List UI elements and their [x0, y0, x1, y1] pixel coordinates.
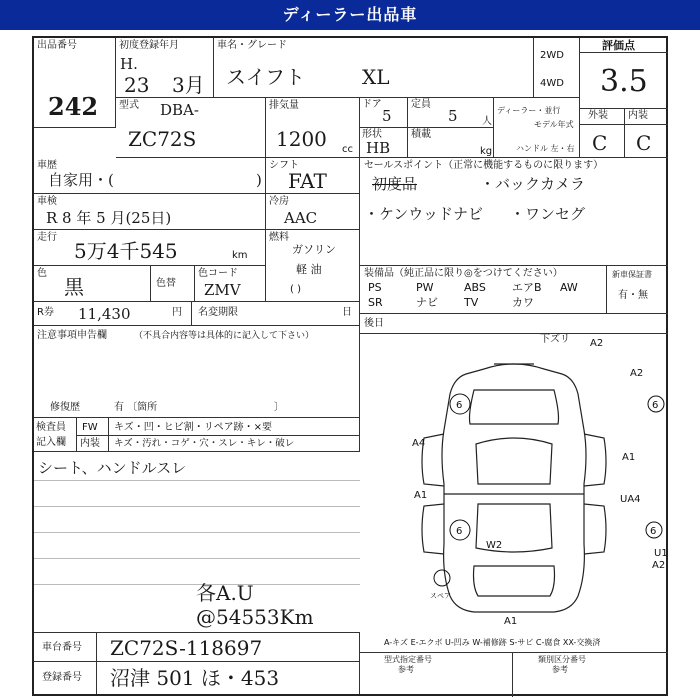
interior-label: 内装 [628, 110, 648, 121]
shift-value: FAT [288, 169, 327, 193]
first-reg-year: 23 [124, 73, 150, 97]
color-code-label: 色コード [198, 268, 238, 279]
model-name: スイフト [226, 65, 305, 89]
sales-points-cell [360, 158, 668, 266]
color-label: 色 [37, 268, 47, 279]
shape-value: HB [366, 139, 391, 157]
load-cell [408, 128, 494, 158]
color-value: 黒 [64, 275, 84, 299]
displacement-label: 排気量 [269, 100, 299, 111]
seats-value: 5 [448, 107, 458, 125]
mark-a2-top: A2 [590, 338, 604, 349]
color-change-label: 色替 [156, 278, 176, 289]
warranty-label: 新車保証書 [612, 270, 652, 279]
inspector-interior: 内装 [80, 438, 100, 449]
aircon-label: 冷房 [269, 196, 289, 207]
equipment-item: AW [560, 281, 578, 294]
doors-cell [360, 98, 408, 128]
rating-cell [580, 38, 668, 158]
repair-close: 〕 [274, 402, 284, 413]
equipment-item: ABS [464, 281, 486, 294]
first-reg-era: H. [120, 55, 138, 73]
mark-w2: W2 [486, 540, 503, 551]
equipment-cell [360, 266, 668, 314]
lot-label: 出品番号 [37, 40, 77, 51]
registration-label: 登録番号 [42, 672, 82, 683]
registration-cell [34, 662, 360, 694]
mark-a1-rear: A1 [504, 616, 518, 627]
seats-label: 定員 [411, 99, 431, 110]
mark-6-rl: 6 [456, 526, 463, 537]
mark-a1-right: A1 [622, 452, 636, 463]
sales-points-label: セールスポイント（正常に機能するものに限ります） [364, 160, 604, 171]
mark-a2-rear: A2 [652, 560, 666, 571]
mileage-cell [34, 230, 266, 266]
mark-a2-right: A2 [630, 368, 644, 379]
mark-a4: A4 [412, 438, 426, 449]
page-header [0, 0, 700, 30]
approval-label-1: 型式指定番号 [384, 655, 432, 664]
mark-u1: U1 [654, 548, 668, 559]
inspector-note: シート、ハンドルスレ [38, 459, 187, 477]
load-label: 積載 [411, 129, 431, 140]
approval-label-2: 類別区分番号 [538, 655, 586, 664]
notes-sub: （不具合内容等は具体的に記入して下さい） [134, 331, 315, 341]
diagram-legend: A-キズ E-エクボ U-凹み W-補修跡 S-サビ C-腐食 XX-交換済 [384, 638, 601, 647]
sales-line2b: ・ワンセグ [510, 205, 586, 223]
notes-label: 注意事項申告欄 [37, 330, 107, 341]
mileage-unit: km [232, 250, 248, 261]
dealer-label: ディーラー・並行 [497, 106, 561, 115]
warranty-value: 有・無 [618, 290, 648, 301]
mileage-value: 5万4千545 [74, 239, 178, 263]
model-cell [214, 38, 534, 98]
mark-6-fl: 6 [456, 400, 463, 411]
approval-ref-1: 参考 [398, 665, 414, 674]
type-cell [116, 98, 266, 158]
history-label: 車歴 [37, 160, 57, 171]
inspector-label-2: 記入欄 [36, 437, 66, 448]
displacement-cell [266, 98, 360, 158]
handwritten-note-2: @54553Km [196, 605, 314, 629]
equipment-item: エアB [512, 281, 542, 294]
displacement-value: 1200 [276, 127, 327, 151]
repair-value: 有 〔箇所 [114, 402, 158, 413]
aircon-cell [266, 194, 360, 230]
damage-diagram [364, 334, 668, 634]
inspector-label-1: 検査員 [36, 422, 66, 433]
chassis-cell [34, 632, 360, 662]
repair-label: 修復歴 [50, 402, 80, 413]
chassis-label: 車台番号 [42, 642, 82, 653]
auction-sheet [32, 36, 668, 696]
equipment-item: TV [464, 296, 479, 309]
model-year-label: モデル年式 [534, 120, 574, 129]
mark-downscrape: 下ズリ [540, 334, 570, 345]
first-reg-cell [116, 38, 214, 98]
interior-grade: C [636, 131, 652, 155]
mark-6-rr: 6 [650, 526, 657, 537]
shape-cell [360, 128, 408, 158]
history-close: ) [256, 171, 262, 189]
history-value: 自家用・( [48, 171, 114, 189]
approval-ref-2: 参考 [552, 665, 568, 674]
displacement-unit: cc [342, 144, 353, 155]
name-change-cell [192, 302, 360, 326]
after-cell [360, 314, 668, 334]
type-value: ZC72S [128, 127, 197, 151]
equipment-label: 装備品（純正品に限り◎をつけてください） [364, 268, 563, 279]
equipment-item: カワ [512, 296, 534, 309]
mark-a1-left: A1 [414, 490, 428, 501]
sales-line1b: ・バックカメラ [480, 175, 586, 193]
fuel-label: 燃料 [269, 232, 289, 243]
inspector-row1: キズ・凹・ヒビ割・リペア跡・×要 [114, 422, 272, 433]
sales-line2a: ・ケンウッドナビ [364, 205, 483, 223]
mileage-label: 走行 [37, 232, 57, 243]
rating-label: 評価点 [602, 39, 635, 52]
drive-2wd: 2WD [540, 50, 564, 61]
color-code: ZMV [204, 281, 241, 299]
equipment-item: ナビ [416, 296, 438, 309]
name-change-unit: 日 [342, 307, 352, 318]
equipment-item: SR [368, 296, 383, 309]
approval-cell [360, 652, 668, 696]
drive-4wd: 4WD [540, 78, 564, 89]
first-reg-label: 初度登録年月 [119, 40, 179, 51]
dealer-cell [494, 98, 580, 158]
page-title: ディーラー出品車 [282, 5, 418, 24]
doors-label: ドア [362, 99, 382, 110]
mark-ua4: UA4 [620, 494, 641, 505]
history-cell [34, 158, 266, 194]
model-grade: XL [362, 65, 390, 89]
color-cell [34, 266, 266, 302]
spare-label: スペア [430, 592, 451, 600]
handle-label: ハンドル 左・右 [516, 144, 575, 153]
exterior-label: 外装 [588, 110, 608, 121]
fuel-paren: ( ) [290, 284, 301, 295]
equipment-item: PW [416, 281, 434, 294]
type-prefix: DBA- [160, 101, 199, 119]
fuel-gas: ガソリン [292, 243, 336, 256]
rating-score: 3.5 [600, 64, 648, 99]
seats-unit: 人 [482, 116, 492, 127]
doors-value: 5 [382, 107, 392, 125]
inspection-cell [34, 194, 266, 230]
notes-cell [34, 326, 360, 418]
inspection-label: 車検 [37, 196, 57, 207]
exterior-grade: C [592, 131, 608, 155]
fuel-cell [266, 230, 360, 302]
recycle-cell [34, 302, 192, 326]
registration-value: 沼津 501 ほ・453 [110, 666, 280, 690]
inspector-cell [34, 418, 360, 452]
sales-line1a: 初度品 [372, 175, 418, 193]
recycle-value: 11,430 [78, 305, 131, 323]
after-label: 後日 [364, 318, 384, 329]
chassis-value: ZC72S-118697 [110, 636, 263, 660]
lot-number: 242 [48, 92, 99, 121]
lot-number-cell [34, 38, 116, 128]
load-unit: kg [480, 146, 493, 157]
shift-label: シフト [269, 160, 299, 171]
handwritten-note-1: 各A.U [196, 581, 254, 605]
inspection-value: R 8 年 5 月(25日) [46, 209, 172, 227]
recycle-label: R券 [37, 307, 54, 318]
shift-cell [266, 158, 360, 194]
first-reg-month: 3月 [172, 73, 205, 97]
inspector-row2: キズ・汚れ・コゲ・穴・スレ・キレ・破レ [114, 438, 295, 449]
aircon-value: AAC [284, 209, 318, 227]
fuel-light-oil: 軽 油 [296, 263, 322, 276]
type-label: 型式 [119, 100, 139, 111]
name-change-label: 名変期限 [198, 307, 238, 318]
mark-6-fr: 6 [652, 400, 659, 411]
inspector-fw: FW [82, 422, 98, 433]
recycle-unit: 円 [172, 307, 182, 318]
shape-label: 形状 [362, 129, 382, 140]
damage-marks [412, 333, 668, 627]
seats-cell [408, 98, 494, 128]
equipment-item: PS [368, 281, 382, 294]
model-label: 車名・グレード [217, 40, 287, 51]
drive-cell [534, 38, 580, 98]
